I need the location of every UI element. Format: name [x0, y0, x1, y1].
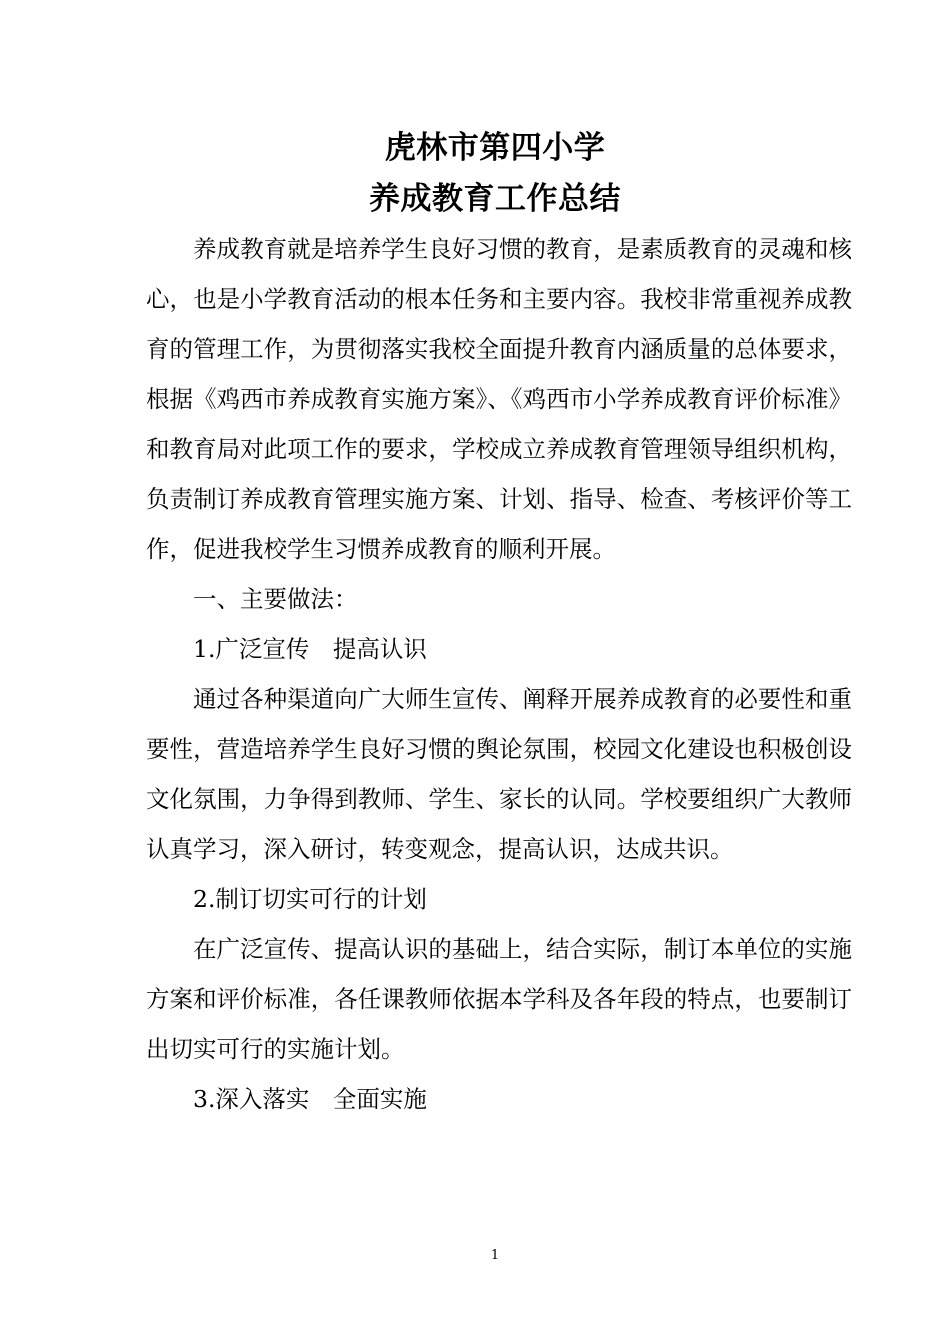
page-number: 1	[490, 1248, 500, 1263]
subheading-implementation: 3.深入落实 全面实施	[193, 1085, 427, 1113]
paragraph-intro: 养成教育就是培养学生良好习惯的教育，是素质教育的灵魂和核心，也是小学教育活动的根本任务和主要内容。我校非常重视养成教育的管理工作，为贯彻落实我校全面提升教育内涵质量的总体要求，根据《鸡西市养成教育实施方案》、《鸡西市小学养成教育评价标准》和教育局对此项工作的要求，学校成立养成教育管理领导组织机构，负责制订养成教育管理实施方案、计划、指导、检查、考核评价等工作，促进我校学生习惯养成教育的顺利开展。	[146, 235, 852, 563]
subheading-plan: 2.制订切实可行的计划	[193, 885, 427, 913]
document-title-line1: 虎林市第四小学	[384, 130, 606, 166]
paragraph-publicity: 通过各种渠道向广大师生宣传、阐释开展养成教育的必要性和重要性，营造培养学生良好习惯的舆论氛围，校园文化建设也积极创设文化氛围，力争得到教师、学生、家长的认同。学校要组织广大教师认真学习，深入研讨，转变观念，提高认识，达成共识。	[146, 685, 852, 863]
document-body	[146, 224, 852, 1124]
section-heading-main-methods: 一、主要做法：	[193, 585, 358, 613]
document-title-line2: 养成教育工作总结	[369, 181, 621, 217]
subheading-publicity: 1.广泛宣传 提高认识	[193, 635, 427, 663]
paragraph-plan: 在广泛宣传、提高认识的基础上，结合实际，制订本单位的实施方案和评价标准，各任课教师依据本学科及各年段的特点，也要制订出切实可行的实施计划。	[146, 935, 852, 1063]
